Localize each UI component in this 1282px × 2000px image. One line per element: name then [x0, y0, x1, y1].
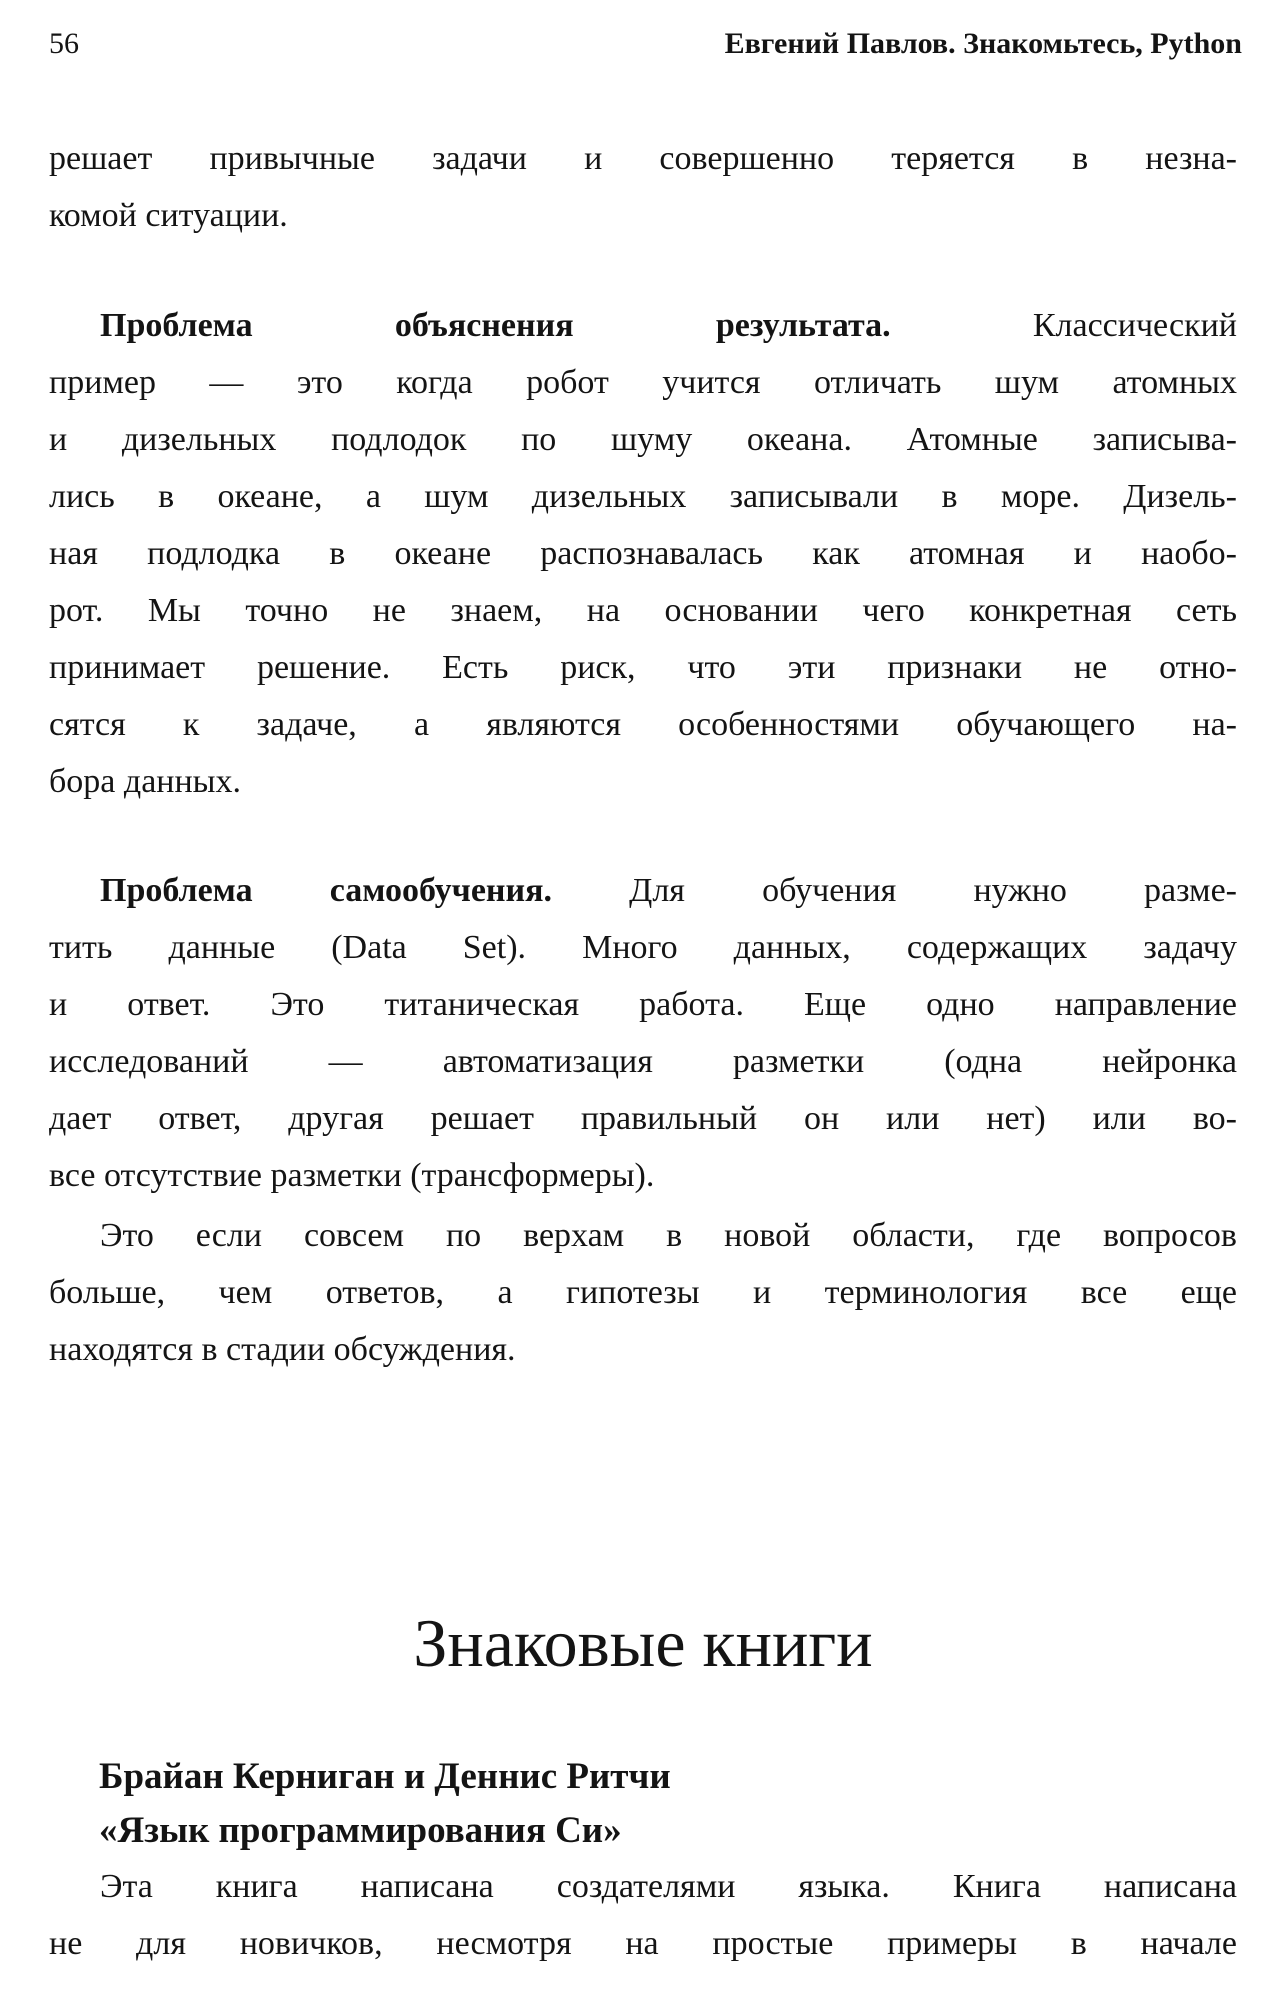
text-line — [49, 696, 1237, 753]
text-line — [49, 1915, 1237, 1972]
bold-lead-text: Проблема объяснения результата. — [100, 307, 891, 344]
paragraph-intro-continuation — [49, 130, 1237, 244]
text-line — [49, 862, 1237, 919]
text-line — [49, 130, 1237, 187]
paragraph-field-summary — [49, 1207, 1237, 1378]
section-heading: Знаковые книги — [413, 1605, 873, 1681]
text-line — [49, 1090, 1237, 1147]
body-text: рот. Мы точно не знаем, на основании чего конкретная сеть — [49, 592, 1237, 629]
text-line — [49, 187, 1237, 244]
paragraph-problem-explanation — [49, 297, 1237, 810]
body-text: исследований — автоматизация разметки (одна нейронка — [49, 1043, 1237, 1080]
body-text: бора данных. — [49, 763, 242, 800]
body-text: пример — это когда робот учится отличать шум атомных — [49, 364, 1237, 401]
text-line — [49, 1033, 1237, 1090]
body-text: и ответ. Это титаническая работа. Еще одно направление — [49, 986, 1237, 1023]
text-line — [49, 411, 1237, 468]
page-number: 56 — [49, 27, 79, 60]
body-text: и дизельных подлодок по шуму океана. Атомные записыва- — [49, 421, 1237, 458]
text-line — [49, 1264, 1237, 1321]
text-line — [49, 468, 1237, 525]
text-line — [49, 354, 1237, 411]
body-text: ная подлодка в океане распознавалась как атомная и наобо- — [49, 535, 1237, 572]
book-title-authors: Брайан Керниган и Деннис Ритчи — [99, 1756, 671, 1797]
paragraph-problem-selflearning — [49, 862, 1237, 1204]
body-text: сятся к задаче, а являются особенностями обучающего на- — [49, 706, 1237, 743]
text-line — [49, 1858, 1237, 1915]
body-text: больше, чем ответов, а гипотезы и терминология все еще — [49, 1274, 1237, 1311]
body-text: Это если совсем по верхам в новой области, где вопросов — [100, 1217, 1237, 1254]
text-line — [49, 753, 1237, 810]
body-text: комой ситуации. — [49, 197, 288, 234]
body-text: не для новичков, несмотря на простые примеры в начале — [49, 1925, 1237, 1962]
body-text: находятся в стадии обсуждения. — [49, 1331, 516, 1368]
paragraph-book-description — [49, 1858, 1237, 1972]
body-text: Для обучения нужно разме- — [552, 872, 1237, 909]
body-text: лись в океане, а шум дизельных записывали в море. Дизель- — [49, 478, 1237, 515]
running-title: Евгений Павлов. Знакомьтесь, Python — [724, 27, 1242, 60]
body-text: Эта книга написана создателями языка. Книга написана — [100, 1868, 1237, 1905]
text-line — [49, 582, 1237, 639]
body-text: дает ответ, другая решает правильный он или нет) или во- — [49, 1100, 1237, 1137]
body-text: принимает решение. Есть риск, что эти признаки не отно- — [49, 649, 1237, 686]
text-line — [49, 525, 1237, 582]
text-line — [49, 639, 1237, 696]
running-header — [49, 26, 1242, 62]
text-line — [49, 1321, 1237, 1378]
body-text: Классический — [890, 307, 1237, 344]
book-title-block — [99, 1750, 1239, 1858]
body-text: все отсутствие разметки (трансформеры). — [49, 1157, 655, 1194]
text-line — [49, 297, 1237, 354]
body-text: решает привычные задачи и совершенно теряется в незна- — [49, 140, 1237, 177]
text-line — [49, 1207, 1237, 1264]
book-title-name: «Язык программирования Си» — [99, 1810, 622, 1851]
text-line — [49, 1147, 1237, 1204]
text-line — [49, 919, 1237, 976]
text-line — [49, 976, 1237, 1033]
bold-lead-text: Проблема самообучения. — [100, 872, 553, 909]
body-text: тить данные (Data Set). Много данных, содержащих задачу — [49, 929, 1237, 966]
